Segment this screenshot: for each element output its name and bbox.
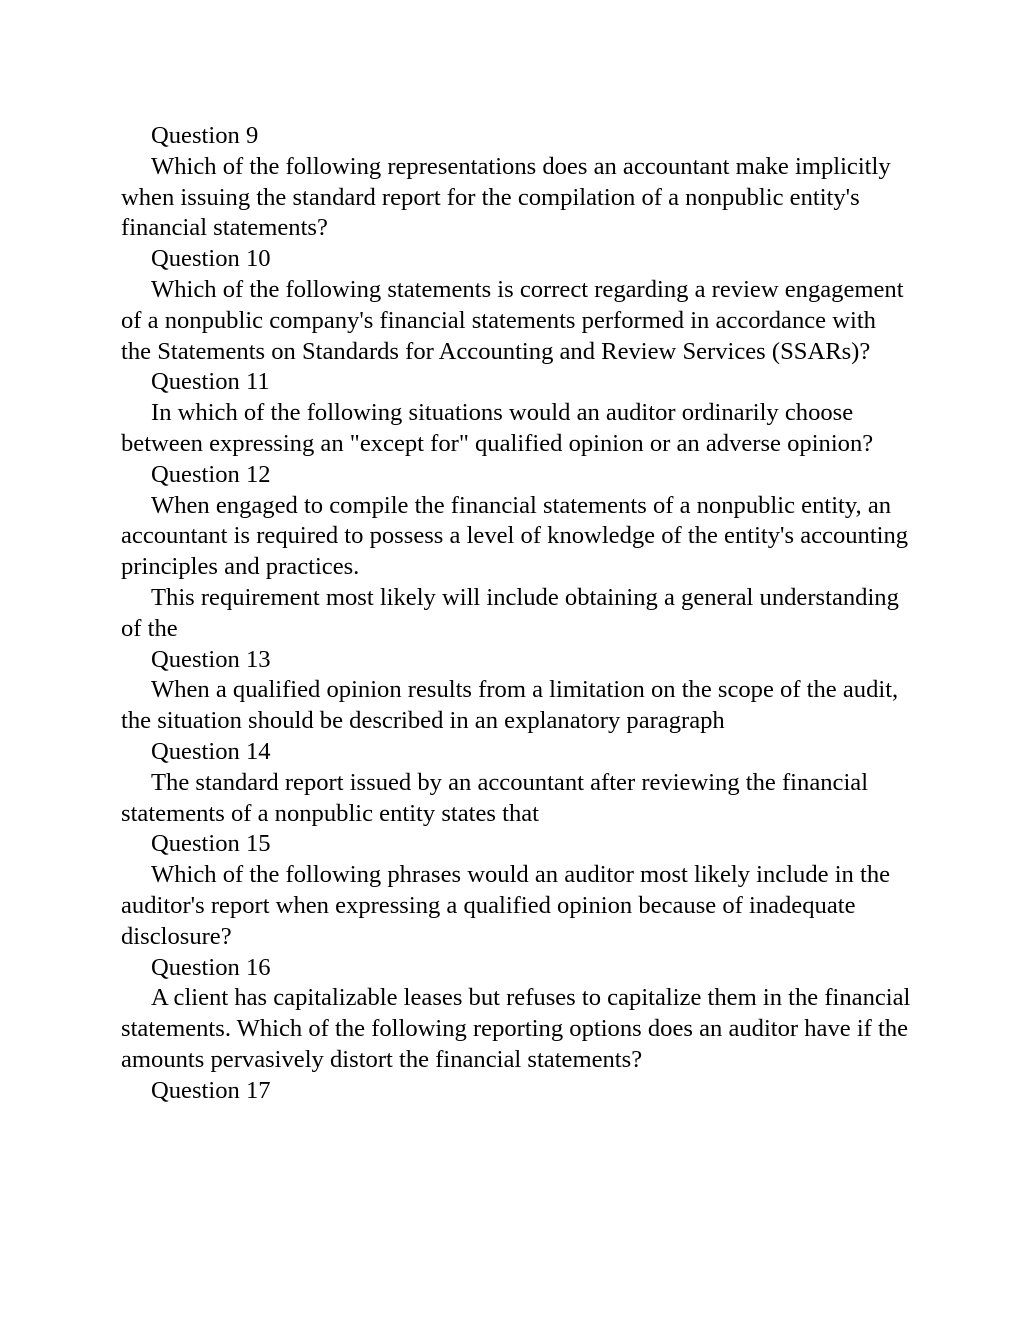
- question-text-9: Which of the following representations does an accountant make implicitly when issuing the standard report for the compilation of a nonpublic entity's financial statements?: [121, 152, 891, 242]
- question-text-13: When a qualified opinion results from a limitation on the scope of the audit, the situation should be described in an explanatory paragraph: [121, 676, 899, 735]
- question-text-16: A client has capitalizable leases but refuses to capitalize them in the financial statements. Which of the following reporting options does an auditor have if the amounts pervasively distort the financial statements?: [121, 984, 911, 1073]
- question-text-10: Which of the following statements is correct regarding a review engagement of a nonpublic company's financial statements performed in accordance with the Statements on Standards for Accounting and Review Services (SSARs)?: [121, 275, 904, 365]
- question-heading-11: Question 11: [151, 368, 270, 396]
- question-heading-9: Question 9: [151, 122, 259, 149]
- question-text-14: The standard report issued by an accountant after reviewing the financial statements of a nonpublic entity states that: [121, 768, 869, 827]
- question-heading-17: Question 17: [151, 1076, 271, 1104]
- question-text-11: In which of the following situations would an auditor ordinarily choose between expressing an "except for" qualified opinion or an adverse opinion?: [121, 399, 874, 457]
- question-heading-13: Question 13: [151, 645, 271, 673]
- document-page: [121, 121, 911, 1107]
- question-text-12: When engaged to compile the financial statements of a nonpublic entity, an accountant is required to possess a level of knowledge of the entity's accounting principles and practices.: [121, 491, 909, 581]
- question-heading-10: Question 10: [151, 245, 271, 273]
- question-heading-14: Question 14: [151, 737, 271, 765]
- question-heading-12: Question 12: [151, 460, 271, 488]
- question-text-15: Which of the following phrases would an auditor most likely include in the auditor's report when expressing a qualified opinion because of inadequate disclosure?: [121, 861, 891, 950]
- question-text-12-continued: This requirement most likely will include obtaining a general understanding of the: [121, 583, 899, 642]
- question-heading-16: Question 16: [151, 953, 271, 981]
- question-heading-15: Question 15: [151, 830, 271, 858]
